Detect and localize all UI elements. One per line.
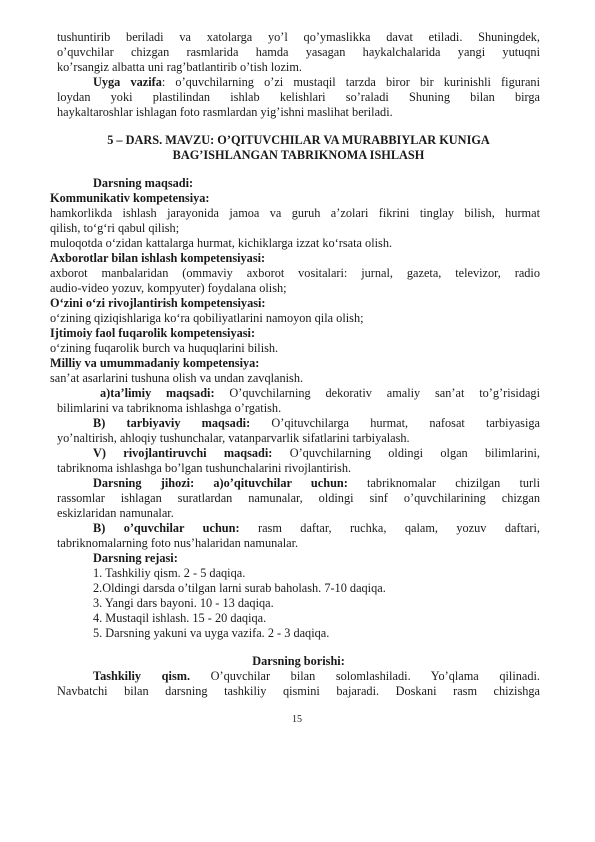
body-text-line: Navbatchi bilan darsning tashkiliy qismini bajaradi. Doskani rasm chizishga bbox=[57, 684, 540, 698]
body-text-line: muloqotda o‘zidan kattalarga hurmat, kichiklarga izzat ko‘rsata olish. bbox=[50, 236, 393, 250]
body-text-line: yo’naltirish, ahloqiy tushunchalar, vatanparvarlik sifatlarini tarbiyalash. bbox=[57, 431, 410, 445]
body-text-line: haykaltaroshlar ishlagan foto rasmlardan yig’ishni maslihat beriladi. bbox=[57, 105, 393, 119]
body-text-line: o‘zining qiziqishlariga ko‘ra qobiliyatlarini namoyon qila olish; bbox=[50, 311, 364, 325]
plan-title: Darsning rejasi: bbox=[93, 551, 178, 565]
equipment-label: B) o’quvchilar uchun: bbox=[93, 521, 240, 535]
body-text-line: hamkorlikda ishlash jarayonida jamoa va guruh a’zolari fikrini tinglay bilish, hurmat bbox=[50, 206, 540, 220]
goal-line: B) tarbiyaviy maqsadi: O’qituvchilarga hurmat, nafosat tarbiyasiga bbox=[93, 416, 540, 430]
body-text-line: qilish, to‘g‘ri qabul qilish; bbox=[50, 221, 180, 235]
body-text-line: eskizlaridan namunalar. bbox=[57, 506, 174, 520]
section-title: Darsning maqsadi: bbox=[93, 176, 194, 190]
section-title: Darsning borishi: bbox=[252, 654, 345, 668]
competence-title: Axborotlar bilan ishlash kompetensiyasi: bbox=[50, 251, 266, 265]
body-text-line: rassomlar ishlagan suratlardan namunalar, oldingi sinf o’quvchilarining chizgan bbox=[57, 491, 540, 505]
plan-item: 1. Tashkiliy qism. 2 - 5 daqiqa. bbox=[93, 566, 246, 580]
goal-label: V) rivojlantiruvchi maqsadi: bbox=[93, 446, 273, 460]
competence-title: Milliy va umummadaniy kompetensiya: bbox=[50, 356, 260, 370]
procedure-line: Tashkiliy qism. O’quvchilar bilan solomlashiladi. Yo’qlama qilinadi. bbox=[93, 669, 540, 683]
homework-label: Uyga vazifa bbox=[93, 75, 162, 89]
plan-item: 5. Darsning yakuni va uyga vazifa. 2 - 3 daqiqa. bbox=[93, 626, 330, 640]
body-text-line: axborot manbalaridan (ommaviy axborot vositalari: jurnal, gazeta, televizor, radio bbox=[50, 266, 540, 280]
page-number: 15 bbox=[292, 714, 302, 725]
lesson-heading: BAG’ISHLANGAN TABRIKNOMA ISHLASH bbox=[172, 148, 425, 162]
homework-text: : o’quvchilarning o’zi mustaqil tarzda biror bir kurinishli figurani bbox=[161, 75, 540, 89]
plan-item: 2.Oldingi darsda o’tilgan larni surab baholash. 7-10 daqiqa. bbox=[93, 581, 386, 595]
body-text-line: audio-video yozuv, kompyuter) foydalana olish; bbox=[50, 281, 287, 295]
body-text-line: o‘zining fuqarolik burch va huquqlarini bilish. bbox=[50, 341, 279, 355]
goal-line: a)ta’limiy maqsadi: O’quvchilarning dekorativ amaliy san’at to’g’risidagi bbox=[100, 386, 540, 400]
plan-item: 4. Mustaqil ishlash. 15 - 20 daqiqa. bbox=[93, 611, 267, 625]
equipment-label: Darsning jihozi: a)o’qituvchilar uchun: bbox=[93, 476, 348, 490]
equipment-line: Darsning jihozi: a)o’qituvchilar uchun: tabriknomalar chizilgan turli bbox=[93, 476, 540, 490]
goal-line: V) rivojlantiruvchi maqsadi: O’quvchilarning oldingi olgan bilimlarini, bbox=[93, 446, 540, 460]
body-text-line: tabriknomalarning foto nus’halaridan namunalar. bbox=[57, 536, 299, 550]
body-text-line: o’quvchilar chizgan rasmlarida hamda yasagan haykalchalarida yangi yutuqni bbox=[57, 45, 540, 59]
body-text-line: ko’rsangiz albatta uni rag’batlantirib o’tish lozim. bbox=[57, 60, 302, 74]
homework-line bbox=[93, 75, 540, 90]
body-text-line: tabriknoma ishlashga bo’lgan tushunchalarini rivojlantirish. bbox=[57, 461, 352, 475]
body-text-line: san’at asarlarini tushuna olish va undan zavqlanish. bbox=[50, 371, 304, 385]
body-text-line: loydan yoki plastilindan ishlab kelishlari so’raladi Shuning bilan birga bbox=[57, 90, 540, 104]
body-text-line: tushuntirib beriladi va xatolarga yo’l qo’ymaslikka davat etiladi. Shuningdek, bbox=[57, 30, 540, 44]
lesson-heading: 5 – DARS. MAVZU: O’QITUVCHILAR VA MURABBIYLAR KUNIGA bbox=[107, 133, 490, 147]
body-text-line: bilimlarini va tabriknoma ishlashga o’rgatish. bbox=[57, 401, 282, 415]
equipment-line: B) o’quvchilar uchun: rasm daftar, ruchka, qalam, yozuv daftari, bbox=[93, 521, 540, 535]
competence-title: Ijtimoiy faol fuqarolik kompetensiyasi: bbox=[50, 326, 256, 340]
goal-label: a)ta’limiy maqsadi: bbox=[100, 386, 215, 400]
competence-title: Kommunikativ kompetensiya: bbox=[50, 191, 210, 205]
procedure-label: Tashkiliy qism. bbox=[93, 669, 191, 683]
plan-item: 3. Yangi dars bayoni. 10 - 13 daqiqa. bbox=[93, 596, 274, 610]
competence-title: O‘zini o‘zi rivojlantirish kompetensiyasi: bbox=[50, 296, 266, 310]
goal-label: B) tarbiyaviy maqsadi: bbox=[93, 416, 251, 430]
